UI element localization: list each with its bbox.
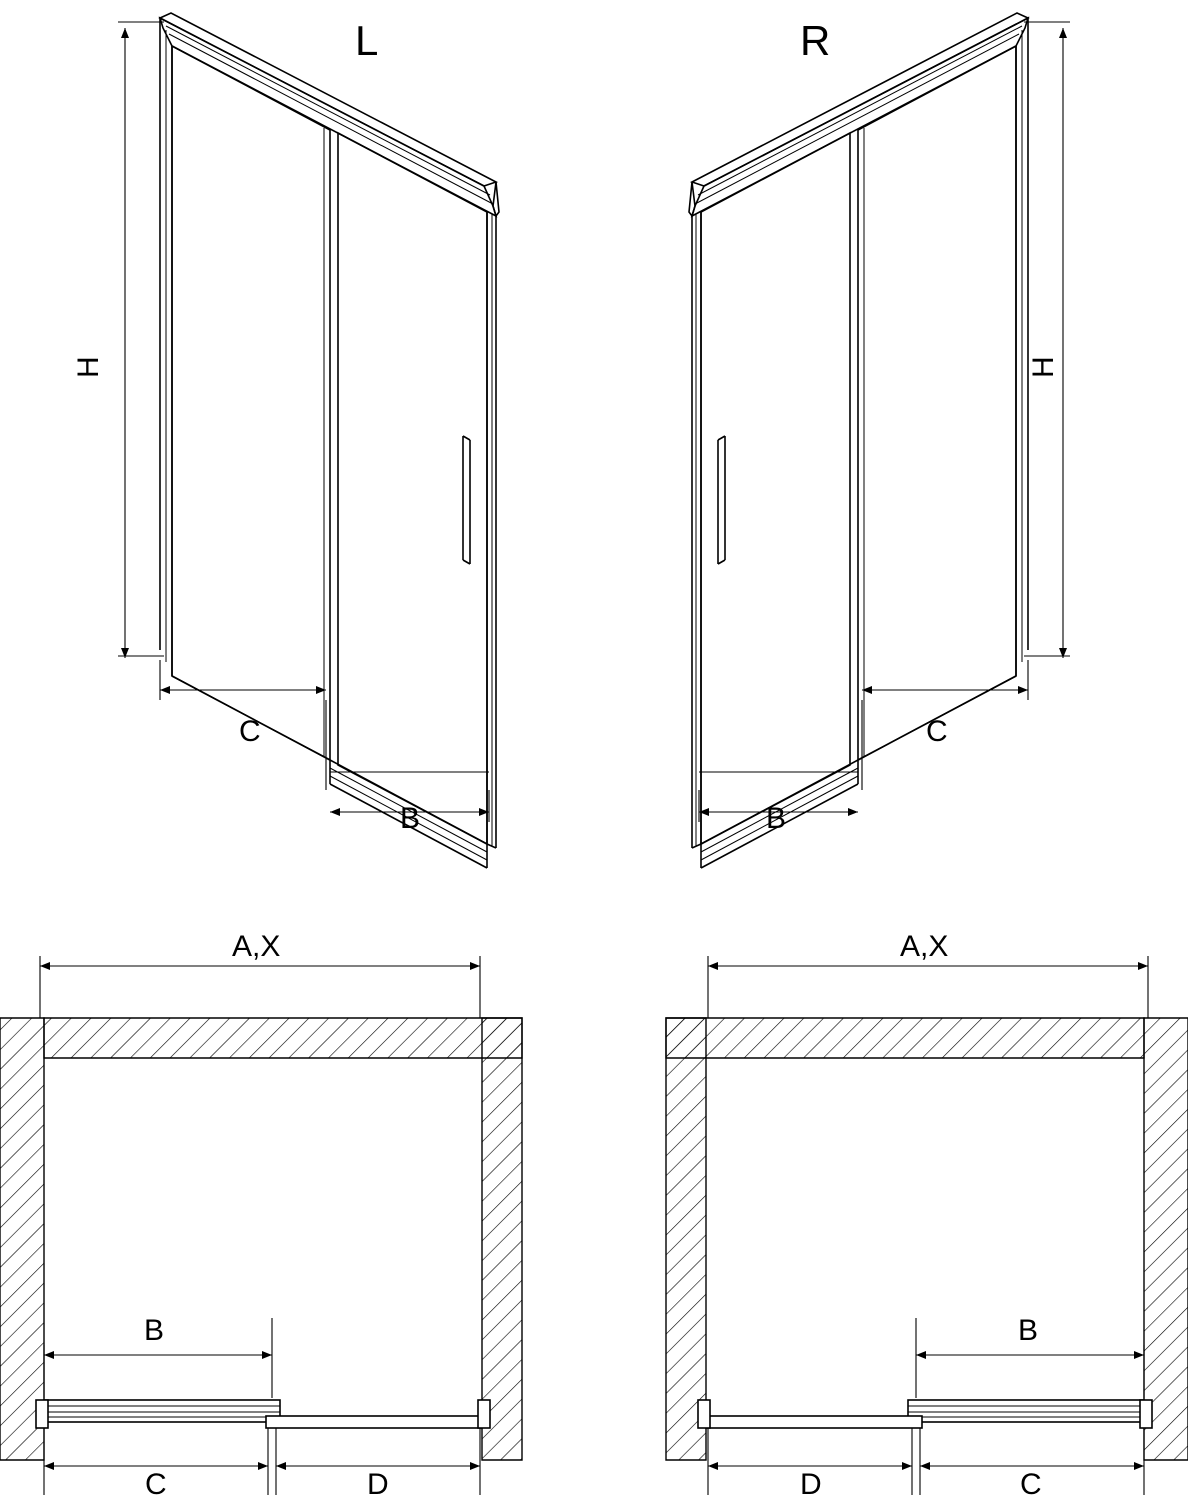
plan-left-door-label: D (367, 1468, 389, 1501)
iso-left-fixed-label: C (239, 715, 261, 748)
iso-left-height-label: H (72, 356, 105, 378)
iso-right-height-label: H (1027, 356, 1060, 378)
plan-right-view (666, 930, 1188, 1501)
iso-left-height-dimension (118, 22, 164, 658)
plan-right-track (698, 1400, 1152, 1428)
iso-right-door-handle (718, 436, 725, 564)
plan-left-wall-top (44, 1018, 522, 1058)
iso-left-overlap-label: B (400, 802, 421, 835)
plan-right-wall-right (1144, 1018, 1188, 1460)
plan-right-overlap-label: B (1018, 1314, 1039, 1347)
plan-left-wall-left (0, 1018, 44, 1460)
plan-left-track (36, 1400, 490, 1428)
iso-left-variant-label: L (355, 17, 379, 64)
plan-right-fixed-label: C (1020, 1468, 1042, 1501)
iso-right-height-dimension (1024, 22, 1070, 658)
plan-left-overall-dimension (40, 956, 480, 1018)
iso-right-fixed-panel (858, 46, 1016, 760)
plan-left-fixed-label: C (145, 1468, 167, 1501)
plan-right-overall-label: A,X (900, 930, 949, 963)
iso-right-left-profile (692, 212, 701, 848)
iso-left-fixed-panel (172, 46, 330, 760)
isometric-left-view (72, 13, 499, 868)
iso-right-post (1016, 18, 1028, 676)
plan-left-view (0, 930, 522, 1501)
iso-right-fixed-label: C (926, 715, 948, 748)
plan-left-wall-right (482, 1018, 522, 1460)
plan-right-wall-left (666, 1018, 706, 1460)
plan-left-overall-label: A,X (232, 930, 281, 963)
isometric-right-view (689, 13, 1070, 868)
iso-right-variant-label: R (800, 17, 831, 64)
iso-left-door-handle (463, 436, 470, 564)
iso-right-overlap-label: B (766, 802, 787, 835)
iso-left-post (160, 18, 172, 676)
plan-right-overall-dimension (708, 956, 1148, 1018)
plan-left-overlap-label: B (144, 1314, 165, 1347)
plan-right-door-label: D (800, 1468, 822, 1501)
plan-right-wall-top (666, 1018, 1144, 1058)
iso-left-right-profile (487, 212, 496, 848)
